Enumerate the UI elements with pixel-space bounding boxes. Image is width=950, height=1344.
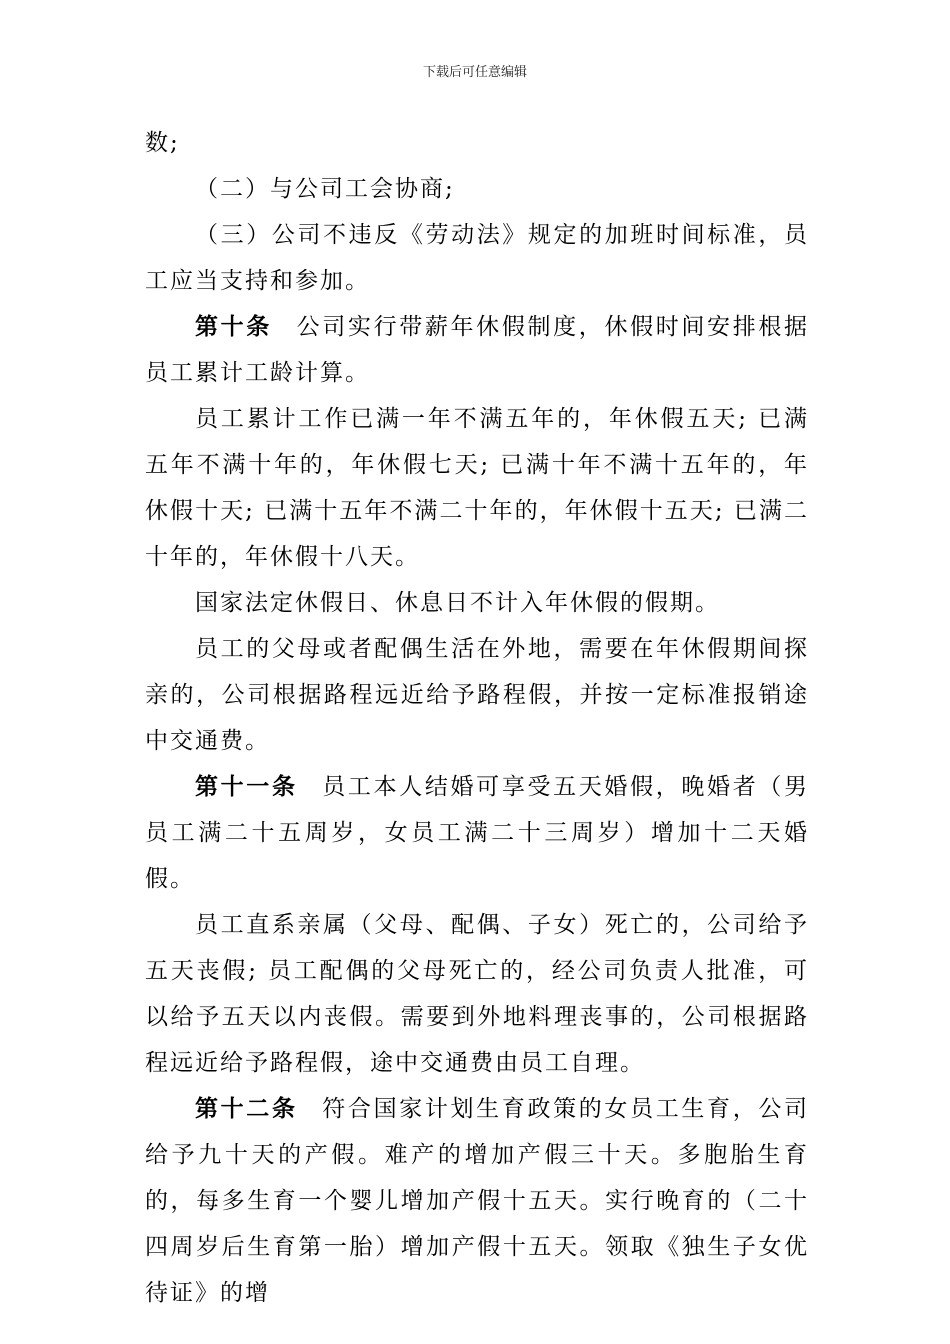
paragraph-continuation: [145, 120, 809, 166]
paragraph-annual-leave: [145, 396, 809, 580]
paragraph-text: 员工直系亲属（父母、配偶、子女）死亡的，公司给予五天丧假; 员工配偶的父母死亡的，经公司负责人批准，可以给予五天以内丧假。需要到外地料理丧事的，公司根据路程远近给予路程假，途中交通费由员工自理。: [145, 912, 809, 1076]
paragraph-text: 数;: [145, 130, 180, 156]
paragraph-text: 符合国家计划生育政策的女员工生育，公司给予九十天的产假。难产的增加产假三十天。多胞胎生育的，每多生育一个婴儿增加产假十五天。实行晚育的（二十四周岁后生育第一胎）增加产假十五天。领取《独生子女优待证》的增: [145, 1096, 810, 1306]
paragraph-text: 员工累计工作已满一年不满五年的，年休假五天; 已满五年不满十年的，年休假七天; 已满十年不满十五年的，年休假十天; 已满十五年不满二十年的，年休假十五天; 已满二十年的，年休假十八天。: [145, 406, 809, 570]
paragraph-text: 公司实行带薪年休假制度，休假时间安排根据员工累计工龄计算。: [145, 314, 810, 386]
article-10: [145, 304, 809, 396]
paragraph-holidays: [145, 580, 809, 626]
paragraph-text: （二）与公司工会协商;: [195, 176, 455, 202]
page-header: 下载后可任意编辑: [422, 65, 527, 80]
article-heading: 第十条: [195, 313, 272, 340]
paragraph-text: 员工的父母或者配偶生活在外地，需要在年休假期间探亲的，公司根据路程远近给予路程假，并按一定标准报销途中交通费。: [145, 636, 809, 754]
paragraph-text: （三）公司不违反《劳动法》规定的加班时间标准，员工应当支持和参加。: [145, 222, 809, 294]
paragraph-text: 国家法定休假日、休息日不计入年休假的假期。: [195, 590, 720, 616]
paragraph-family-visit: [145, 626, 809, 764]
paragraph-text: 员工本人结婚可享受五天婚假，晚婚者（男员工满二十五周岁，女员工满二十三周岁）增加十二天婚假。: [145, 774, 810, 892]
paragraph-item-2: [145, 166, 809, 212]
paragraph-bereavement: [145, 902, 809, 1086]
article-12: [145, 1086, 809, 1316]
document-body: [145, 120, 809, 1316]
article-heading: 第十二条: [195, 1095, 298, 1122]
paragraph-item-3: [145, 212, 809, 304]
article-11: [145, 764, 809, 902]
article-heading: 第十一条: [195, 773, 298, 800]
